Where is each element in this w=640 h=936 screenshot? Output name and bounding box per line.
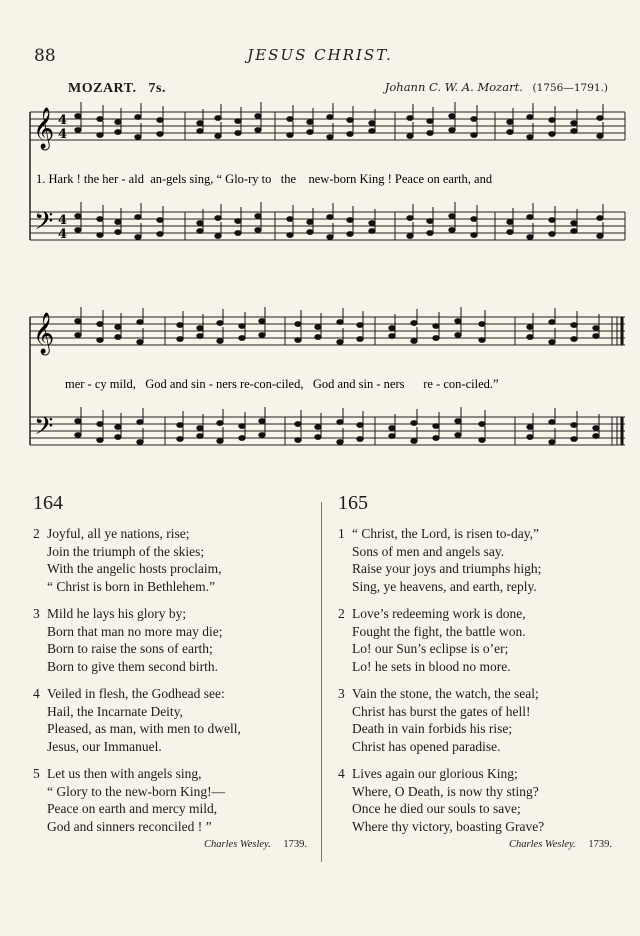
note-head (549, 132, 555, 137)
note-head (255, 114, 261, 119)
note-head (239, 336, 245, 341)
note-head (137, 320, 143, 325)
stanza-number: 1 (338, 526, 345, 541)
note-head (455, 319, 461, 324)
note-head (157, 218, 163, 223)
note-head (217, 321, 223, 326)
note-head (549, 320, 555, 325)
note-head (327, 135, 333, 140)
verse-line: “ Christ is born in Bethlehem.” (47, 578, 215, 594)
note-head (197, 434, 203, 439)
note-head (115, 325, 121, 330)
stanza (338, 765, 620, 835)
note-head (347, 132, 353, 137)
note-head (571, 323, 577, 328)
note-head (357, 337, 363, 342)
note-head (369, 129, 375, 134)
verse-line: Death in vain forbids his rise; (352, 721, 513, 736)
music-system-1 (0, 100, 640, 260)
verse-line: Lo! he sets in blood no more. (352, 658, 511, 674)
svg-text:4: 4 (58, 113, 68, 128)
note-head (479, 322, 485, 327)
column-divider (321, 502, 322, 862)
note-head (235, 219, 241, 224)
verse-line: Lives again our glorious King; (352, 766, 518, 781)
note-head (97, 322, 103, 327)
note-head (427, 119, 433, 124)
verse-line: Christ has opened paradise. (352, 738, 501, 754)
note-head (115, 435, 121, 440)
composer-credit (385, 80, 608, 94)
verse-line: Where thy victory, boasting Grave? (352, 818, 545, 834)
note-head (177, 437, 183, 442)
note-head (315, 435, 321, 440)
verse-line: Veiled in flesh, the Godhead see: (47, 686, 225, 701)
treble-clef-icon: 𝄞 (33, 108, 55, 149)
note-head (295, 338, 301, 343)
note-head (327, 115, 333, 120)
treble-staff-2 (30, 317, 625, 345)
hymn-number: 165 (338, 492, 368, 514)
note-head (75, 228, 81, 233)
note-head (597, 134, 603, 139)
note-head (369, 229, 375, 234)
note-head (455, 433, 461, 438)
stanza-number: 4 (338, 766, 345, 781)
note-head (593, 426, 599, 431)
note-head (389, 326, 395, 331)
verse-line: With the angelic hosts proclaim, (47, 561, 222, 576)
attribution (33, 839, 307, 850)
note-head (337, 420, 343, 425)
stanza-list (338, 525, 620, 835)
note-head (479, 438, 485, 443)
note-head (157, 232, 163, 237)
note-head (97, 233, 103, 238)
note-head (287, 133, 293, 138)
note-head (75, 333, 81, 338)
verse-line: Sons of men and angels say. (352, 543, 505, 559)
note-head (411, 339, 417, 344)
note-head (597, 216, 603, 221)
note-head (449, 214, 455, 219)
note-head (449, 114, 455, 119)
note-head (287, 233, 293, 238)
year: 1739. (283, 839, 307, 850)
note-head (295, 322, 301, 327)
note-head (157, 132, 163, 137)
note-head (307, 220, 313, 225)
stanza-number: 3 (338, 686, 345, 701)
note-head (115, 220, 121, 225)
note-head (527, 235, 533, 240)
verse-line: Peace on earth and mercy mild, (47, 801, 218, 816)
svg-text:4: 4 (58, 127, 68, 142)
note-head (215, 234, 221, 239)
note-head (137, 420, 143, 425)
note-head (255, 214, 261, 219)
hymn-165 (338, 492, 620, 850)
composer-dates: (1756—1791.) (532, 82, 608, 94)
note-head (549, 340, 555, 345)
note-head (115, 230, 121, 235)
note-head (527, 115, 533, 120)
note-head (217, 421, 223, 426)
lyrics-line-2: mer - cy mild, God and sin - ners re-con-ciled, God and sin - ners re - con-ciled.” (65, 377, 499, 391)
stanza (33, 605, 315, 675)
verse-line: Joyful, all ye nations, rise; (47, 526, 190, 541)
note-head (75, 419, 81, 424)
verse-line: Vain the stone, the watch, the seal; (352, 686, 539, 701)
year: 1739. (588, 839, 612, 850)
note-head (255, 128, 261, 133)
note-head (215, 116, 221, 121)
note-head (357, 437, 363, 442)
note-head (433, 336, 439, 341)
verse-line: Christ has burst the gates of hell! (352, 703, 531, 719)
svg-text:4: 4 (58, 213, 68, 228)
note-head (389, 334, 395, 339)
note-head (347, 218, 353, 223)
note-head (97, 338, 103, 343)
note-head (455, 333, 461, 338)
note-head (259, 433, 265, 438)
stanza-number: 3 (33, 606, 40, 621)
note-head (197, 326, 203, 331)
note-head (507, 130, 513, 135)
note-head (97, 422, 103, 427)
note-head (357, 423, 363, 428)
note-head (315, 425, 321, 430)
note-head (549, 440, 555, 445)
note-head (455, 419, 461, 424)
note-head (507, 120, 513, 125)
note-head (407, 134, 413, 139)
bass-staff-2 (30, 417, 625, 445)
note-head (449, 128, 455, 133)
note-head (97, 438, 103, 443)
note-head (239, 436, 245, 441)
stanza (33, 685, 315, 755)
final-double-barline (617, 317, 622, 445)
note-head (527, 135, 533, 140)
note-head (215, 216, 221, 221)
note-head (549, 218, 555, 223)
note-head (571, 121, 577, 126)
running-title: JESUS CHRIST. (247, 46, 393, 64)
stanza (338, 685, 620, 755)
note-head (217, 339, 223, 344)
note-head (433, 424, 439, 429)
note-head (307, 230, 313, 235)
note-head (427, 219, 433, 224)
verse-line: Join the triumph of the skies; (47, 543, 205, 559)
note-head (97, 117, 103, 122)
treble-clef-icon: 𝄞 (33, 313, 55, 354)
note-head (479, 422, 485, 427)
page-number: 88 (34, 46, 56, 66)
note-head (75, 128, 81, 133)
stanza-number: 5 (33, 766, 40, 781)
note-head (259, 419, 265, 424)
note-head (597, 116, 603, 121)
note-head (347, 232, 353, 237)
note-head (593, 326, 599, 331)
note-head (427, 131, 433, 136)
note-head (407, 234, 413, 239)
note-head (157, 118, 163, 123)
lyrics-line-1: 1. Hark ! the her - ald an-gels sing, “ Glo-ry to the new-born King ! Peace on earth, and (36, 172, 493, 186)
note-head (571, 437, 577, 442)
note-head (407, 116, 413, 121)
bass-clef-icon: 𝄢 (34, 207, 54, 242)
note-head (527, 335, 533, 340)
verse-line: God and sinners reconciled ! ” (47, 818, 212, 834)
attribution (338, 839, 612, 850)
stanza-list (33, 525, 315, 835)
verse-line: Born to give them second birth. (47, 658, 218, 674)
author: Charles Wesley. (204, 839, 271, 850)
note-head (337, 440, 343, 445)
note-head (433, 436, 439, 441)
verse-line: Sing, ye heavens, and earth, reply. (352, 578, 537, 594)
note-head (449, 228, 455, 233)
note-head (287, 217, 293, 222)
note-head (217, 439, 223, 444)
note-head (177, 337, 183, 342)
note-head (177, 323, 183, 328)
note-head (471, 217, 477, 222)
note-head (97, 133, 103, 138)
note-head (369, 221, 375, 226)
note-head (177, 423, 183, 428)
note-head (389, 434, 395, 439)
note-head (307, 120, 313, 125)
note-head (389, 426, 395, 431)
note-head (239, 324, 245, 329)
svg-text:4: 4 (58, 227, 68, 242)
note-head (479, 338, 485, 343)
note-head (427, 231, 433, 236)
note-head (571, 423, 577, 428)
stanza (33, 765, 315, 835)
verse-line: Love’s redeeming work is done, (352, 606, 526, 621)
verse-line: Hail, the Incarnate Deity, (47, 703, 183, 719)
note-head (235, 119, 241, 124)
note-head (75, 319, 81, 324)
note-head (315, 335, 321, 340)
author: Charles Wesley. (509, 839, 576, 850)
note-head (137, 340, 143, 345)
bass-clef-icon: 𝄢 (34, 412, 54, 447)
music-system-2 (0, 305, 640, 465)
note-head (593, 334, 599, 339)
verse-line: Once he died our souls to save; (352, 801, 521, 816)
note-head (433, 324, 439, 329)
note-head (327, 235, 333, 240)
verse-line: Lo! our Sun’s eclipse is o’er; (352, 641, 509, 656)
note-head (369, 121, 375, 126)
note-head (259, 333, 265, 338)
note-head (549, 118, 555, 123)
note-head (75, 214, 81, 219)
tune-meter: 7s. (148, 81, 166, 96)
note-head (197, 229, 203, 234)
note-head (239, 424, 245, 429)
verse-line: “ Christ, the Lord, is risen to-day,” (352, 526, 539, 541)
note-head (259, 319, 265, 324)
note-head (75, 114, 81, 119)
stanza-number: 2 (338, 606, 345, 621)
note-head (197, 129, 203, 134)
note-head (527, 435, 533, 440)
note-head (115, 425, 121, 430)
note-head (135, 115, 141, 120)
verse-line: Born that man no more may die; (47, 623, 223, 639)
note-head (197, 426, 203, 431)
note-head (287, 117, 293, 122)
note-head (135, 235, 141, 240)
stanza-number: 4 (33, 686, 40, 701)
note-head (411, 439, 417, 444)
note-head (295, 422, 301, 427)
note-head (571, 221, 577, 226)
note-head (507, 230, 513, 235)
verse-line: Fought the fight, the battle won. (352, 623, 526, 639)
note-head (471, 233, 477, 238)
verse-line: Pleased, as man, with men to dwell, (47, 721, 241, 736)
note-head (527, 425, 533, 430)
verse-line: Born to raise the sons of earth; (47, 641, 213, 656)
note-head (197, 221, 203, 226)
note-head (315, 325, 321, 330)
note-head (235, 231, 241, 236)
tune-name (68, 81, 166, 97)
note-head (327, 215, 333, 220)
note-head (75, 433, 81, 438)
note-head (507, 220, 513, 225)
note-head (137, 440, 143, 445)
note-head (571, 229, 577, 234)
composer-name: Johann C. W. A. Mozart. (384, 80, 523, 94)
note-head (307, 130, 313, 135)
note-head (471, 117, 477, 122)
note-head (471, 133, 477, 138)
note-head (597, 234, 603, 239)
stanza (33, 525, 315, 595)
verse-line: “ Glory to the new-born King!— (47, 783, 226, 799)
note-head (549, 420, 555, 425)
note-head (593, 434, 599, 439)
verse-line: Jesus, our Immanuel. (47, 738, 162, 754)
note-head (527, 215, 533, 220)
note-head (347, 118, 353, 123)
stanza-number: 2 (33, 526, 40, 541)
verse-line: Mild he lays his glory by; (47, 606, 187, 621)
note-head (235, 131, 241, 136)
note-head (135, 135, 141, 140)
stanza (338, 605, 620, 675)
note-head (571, 129, 577, 134)
note-head (115, 120, 121, 125)
note-head (411, 321, 417, 326)
note-head (115, 335, 121, 340)
note-head (571, 337, 577, 342)
note-head (411, 421, 417, 426)
note-head (197, 121, 203, 126)
note-head (197, 334, 203, 339)
stanza (338, 525, 620, 595)
verse-line: Let us then with angels sing, (47, 766, 202, 781)
note-head (549, 232, 555, 237)
hymn-number: 164 (33, 492, 63, 514)
verse-line: Where, O Death, is now thy sting? (352, 783, 539, 799)
note-head (255, 228, 261, 233)
tune-title: MOZART. (68, 81, 137, 96)
verse-line: Raise your joys and triumphs high; (352, 561, 542, 576)
hymn-164 (33, 492, 315, 850)
note-head (97, 217, 103, 222)
note-head (357, 323, 363, 328)
note-head (337, 340, 343, 345)
note-head (295, 438, 301, 443)
note-head (135, 215, 141, 220)
note-head (337, 320, 343, 325)
note-head (115, 130, 121, 135)
note-head (215, 134, 221, 139)
note-head (527, 325, 533, 330)
note-head (407, 216, 413, 221)
